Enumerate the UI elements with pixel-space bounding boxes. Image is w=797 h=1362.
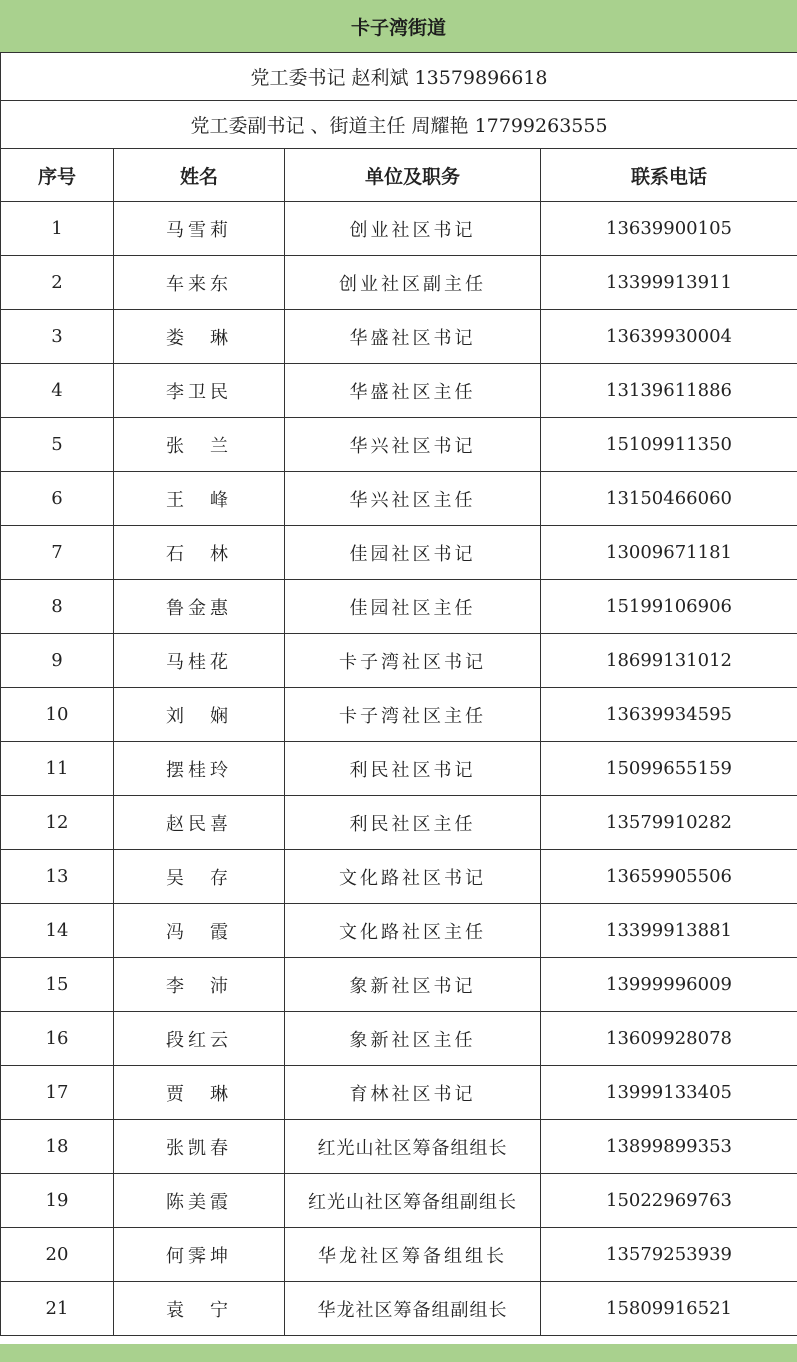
cell-no: 20 [1,1228,114,1282]
leader-secretary: 党工委书记 赵利斌 13579896618 [1,53,797,101]
cell-title: 文化路社区主任 [285,904,541,958]
table-row [1,850,797,904]
table-row [1,742,797,796]
cell-no: 18 [1,1120,114,1174]
table-row [1,634,797,688]
cell-name: 袁 宁 [114,1282,285,1336]
table-row [1,958,797,1012]
cell-phone: 13150466060 [541,472,797,526]
cell-title: 红光山社区筹备组副组长 [285,1174,541,1228]
cell-no: 13 [1,850,114,904]
footer-bar [0,1344,797,1362]
cell-title: 佳园社区书记 [285,526,541,580]
table-row [1,256,797,310]
cell-phone: 13639934595 [541,688,797,742]
cell-phone: 15199106906 [541,580,797,634]
cell-phone: 13639900105 [541,202,797,256]
cell-phone: 13899899353 [541,1120,797,1174]
leader-row [1,101,797,149]
cell-title: 卡子湾社区书记 [285,634,541,688]
cell-name: 车来东 [114,256,285,310]
cell-phone: 13999133405 [541,1066,797,1120]
cell-name: 张 兰 [114,418,285,472]
cell-phone: 15099655159 [541,742,797,796]
cell-no: 1 [1,202,114,256]
cell-no: 16 [1,1012,114,1066]
cell-no: 9 [1,634,114,688]
cell-no: 3 [1,310,114,364]
cell-title: 华兴社区书记 [285,418,541,472]
table-row [1,796,797,850]
cell-no: 7 [1,526,114,580]
cell-title: 华盛社区书记 [285,310,541,364]
cell-phone: 13399913881 [541,904,797,958]
cell-title: 佳园社区主任 [285,580,541,634]
cell-phone: 15022969763 [541,1174,797,1228]
cell-phone: 13659905506 [541,850,797,904]
cell-name: 冯 霞 [114,904,285,958]
cell-name: 马桂花 [114,634,285,688]
table-row [1,904,797,958]
cell-title: 创业社区书记 [285,202,541,256]
cell-no: 2 [1,256,114,310]
cell-name: 贾 琳 [114,1066,285,1120]
table-row [1,1012,797,1066]
cell-no: 14 [1,904,114,958]
cell-no: 8 [1,580,114,634]
cell-name: 李 沛 [114,958,285,1012]
table-row [1,1066,797,1120]
table-row [1,364,797,418]
cell-phone: 13579910282 [541,796,797,850]
table-row [1,202,797,256]
table-row [1,1282,797,1336]
cell-name: 吴 存 [114,850,285,904]
cell-name: 王 峰 [114,472,285,526]
table-row [1,310,797,364]
cell-name: 马雪莉 [114,202,285,256]
cell-name: 张凯春 [114,1120,285,1174]
cell-phone: 15809916521 [541,1282,797,1336]
cell-phone: 15109911350 [541,418,797,472]
cell-title: 文化路社区书记 [285,850,541,904]
table-row [1,526,797,580]
leader-row [1,53,797,101]
leader-deputy: 党工委副书记 、街道主任 周耀艳 17799263555 [1,101,797,149]
cell-phone: 13009671181 [541,526,797,580]
cell-title: 卡子湾社区主任 [285,688,541,742]
table-row [1,418,797,472]
column-header-no: 序号 [1,149,114,202]
cell-no: 19 [1,1174,114,1228]
table-row [1,688,797,742]
cell-name: 鲁金惠 [114,580,285,634]
cell-no: 10 [1,688,114,742]
cell-title: 育林社区书记 [285,1066,541,1120]
cell-title: 红光山社区筹备组组长 [285,1120,541,1174]
cell-no: 5 [1,418,114,472]
cell-name: 何霁坤 [114,1228,285,1282]
cell-name: 摆桂玲 [114,742,285,796]
page-title: 卡子湾街道 [0,0,797,52]
table-header [1,149,797,202]
cell-title: 利民社区主任 [285,796,541,850]
cell-title: 象新社区书记 [285,958,541,1012]
cell-no: 6 [1,472,114,526]
table-row [1,580,797,634]
cell-title: 华龙社区筹备组副组长 [285,1282,541,1336]
table-row [1,1120,797,1174]
cell-phone: 13139611886 [541,364,797,418]
column-header-title: 单位及职务 [285,149,541,202]
cell-name: 娄 琳 [114,310,285,364]
table-row [1,472,797,526]
cell-no: 4 [1,364,114,418]
cell-title: 华盛社区主任 [285,364,541,418]
cell-name: 李卫民 [114,364,285,418]
cell-title: 华兴社区主任 [285,472,541,526]
cell-phone: 18699131012 [541,634,797,688]
cell-no: 21 [1,1282,114,1336]
contact-table [0,52,797,1336]
cell-phone: 13399913911 [541,256,797,310]
cell-name: 段红云 [114,1012,285,1066]
table-row [1,1174,797,1228]
table-row [1,1228,797,1282]
column-header-name: 姓名 [114,149,285,202]
cell-title: 创业社区副主任 [285,256,541,310]
cell-phone: 13609928078 [541,1012,797,1066]
cell-title: 象新社区主任 [285,1012,541,1066]
column-header-phone: 联系电话 [541,149,797,202]
cell-name: 陈美霞 [114,1174,285,1228]
cell-title: 利民社区书记 [285,742,541,796]
cell-name: 石 林 [114,526,285,580]
cell-phone: 13999996009 [541,958,797,1012]
cell-name: 刘 娴 [114,688,285,742]
cell-name: 赵民喜 [114,796,285,850]
cell-phone: 13639930004 [541,310,797,364]
cell-title: 华龙社区筹备组组长 [285,1228,541,1282]
cell-no: 15 [1,958,114,1012]
cell-no: 11 [1,742,114,796]
cell-no: 12 [1,796,114,850]
cell-no: 17 [1,1066,114,1120]
cell-phone: 13579253939 [541,1228,797,1282]
